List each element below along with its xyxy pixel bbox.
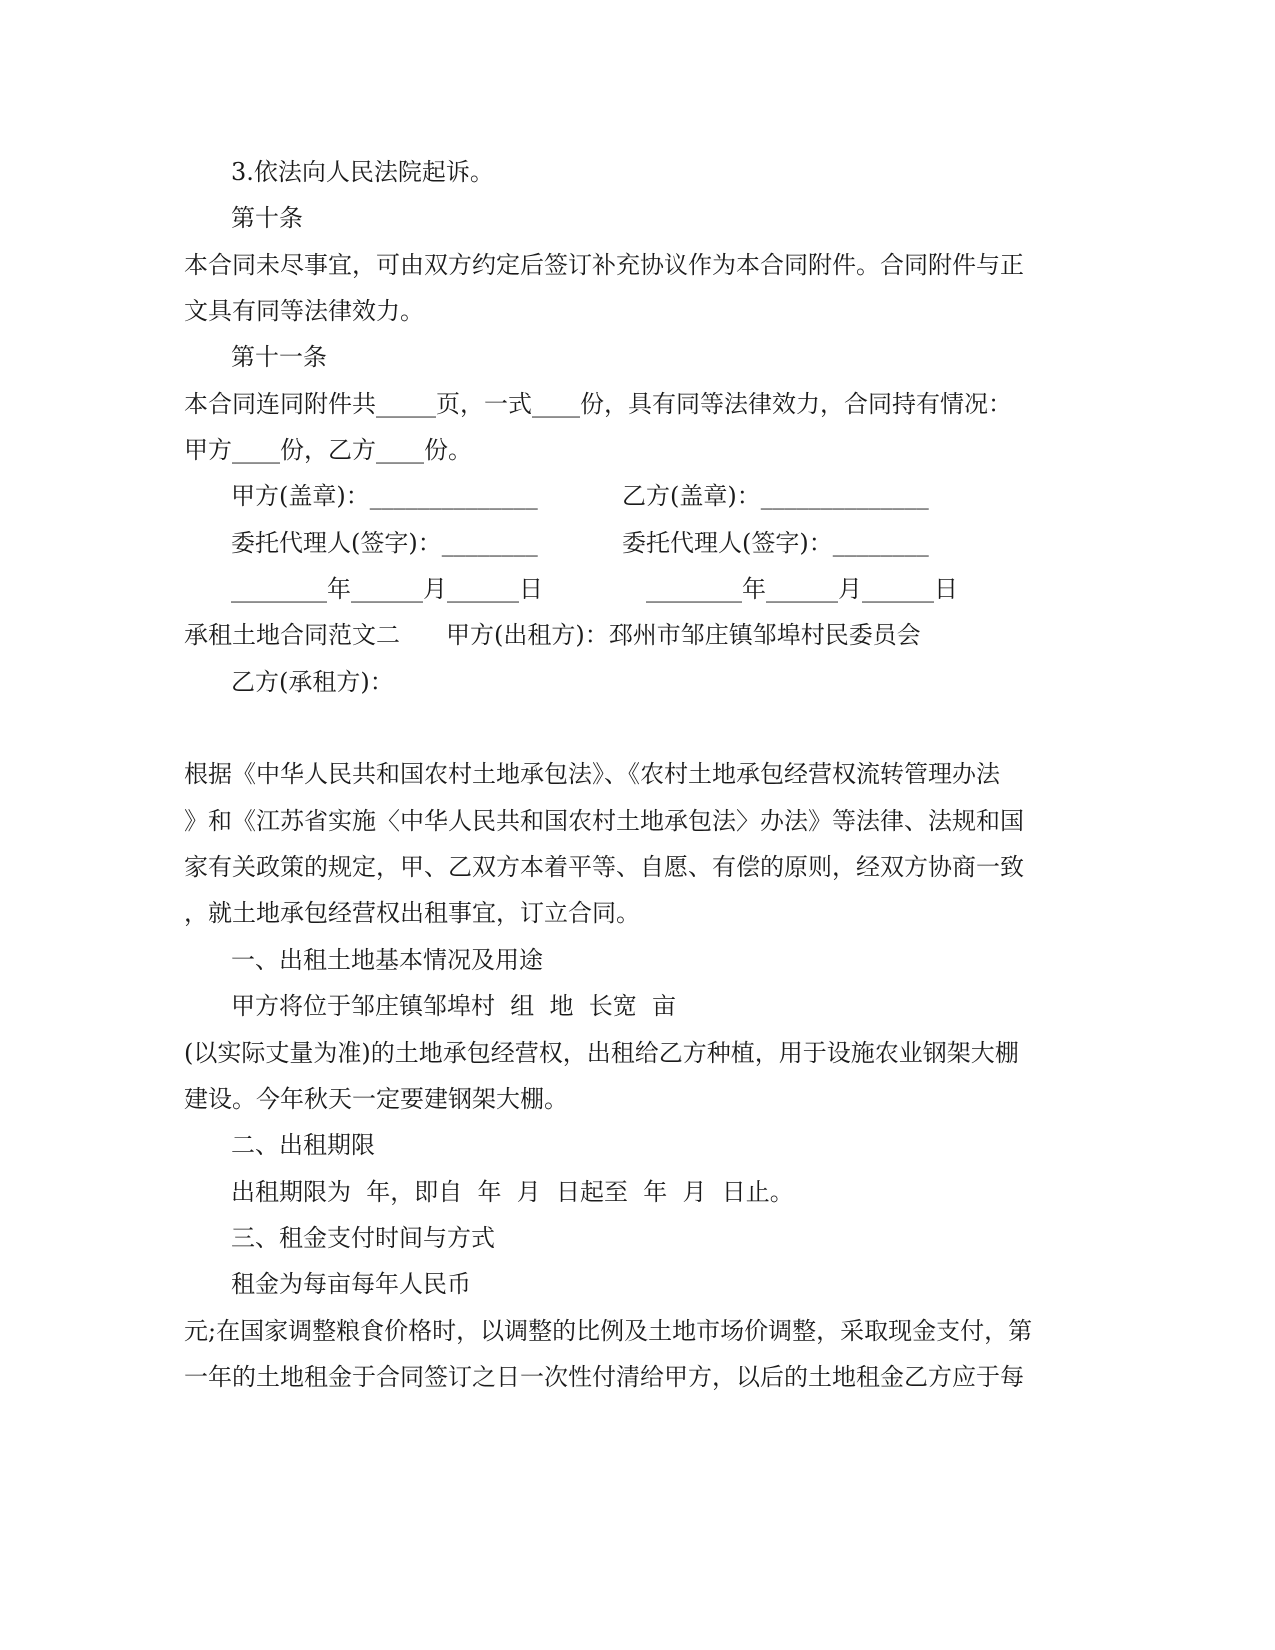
lessee-line: 乙方(承租方)： [231,668,394,696]
paragraph-line: 甲方将位于邹庄镇邹埠村 组 地 长宽 亩 [231,992,677,1020]
paragraph-line: ，就土地承包经营权出租事宜，订立合同。 [184,899,640,927]
paragraph-line: 家有关政策的规定，甲、乙双方本着平等、自愿、有偿的原则，经双方协商一致 [184,853,1024,881]
article-heading: 第十条 [231,204,303,232]
party-a-seal-line: 甲方(盖章)：______________ [231,482,538,510]
article-heading: 第十一条 [231,343,327,371]
paragraph-line: 一年的土地租金于合同签订之日一次性付清给甲方，以后的土地租金乙方应于每 [184,1363,1024,1391]
clause-text: 3.依法向人民法院起诉。 [231,158,494,186]
party-b-agent-line: 委托代理人(签字)：________ [622,529,929,557]
party-b-date-line: ________年______月______日 [646,575,958,603]
section-heading: 一、出租土地基本情况及用途 [231,946,543,974]
paragraph-line: 租金为每亩每年人民币 [231,1270,471,1298]
section-heading: 三、租金支付时间与方式 [231,1224,495,1252]
party-b-seal-line: 乙方(盖章)：______________ [622,482,929,510]
paragraph-line: 本合同未尽事宜，可由双方约定后签订补充协议作为本合同附件。合同附件与正 [184,251,1024,279]
paragraph-line: 根据《中华人民共和国农村土地承包法》、《农村土地承包经营权流转管理办法 [184,760,1000,788]
paragraph-line: (以实际丈量为准)的土地承包经营权，出租给乙方种植，用于设施农业钢架大棚 [184,1039,1019,1067]
paragraph-line: 甲方____份，乙方____份。 [184,436,472,464]
paragraph-line: 本合同连同附件共_____页，一式____份，具有同等法律效力，合同持有情况： [184,390,1012,418]
paragraph-line: 文具有同等法律效力。 [184,297,424,325]
party-a-date-line: ________年______月______日 [231,575,543,603]
paragraph-line: 》和《江苏省实施〈中华人民共和国农村土地承包法〉办法》等法律、法规和国 [184,807,1024,835]
section-heading: 二、出租期限 [231,1131,375,1159]
paragraph-line: 出租期限为 年，即自 年 月 日起至 年 月 日止。 [231,1178,794,1206]
lessor-line: 甲方(出租方)：邳州市邹庄镇邹埠村民委员会 [446,621,921,649]
section-title: 承租土地合同范文二 [184,621,400,649]
party-a-agent-line: 委托代理人(签字)：________ [231,529,538,557]
paragraph-line: 元;在国家调整粮食价格时，以调整的比例及土地市场价调整，采取现金支付，第 [184,1317,1033,1345]
paragraph-line: 建设。今年秋天一定要建钢架大棚。 [184,1085,568,1113]
